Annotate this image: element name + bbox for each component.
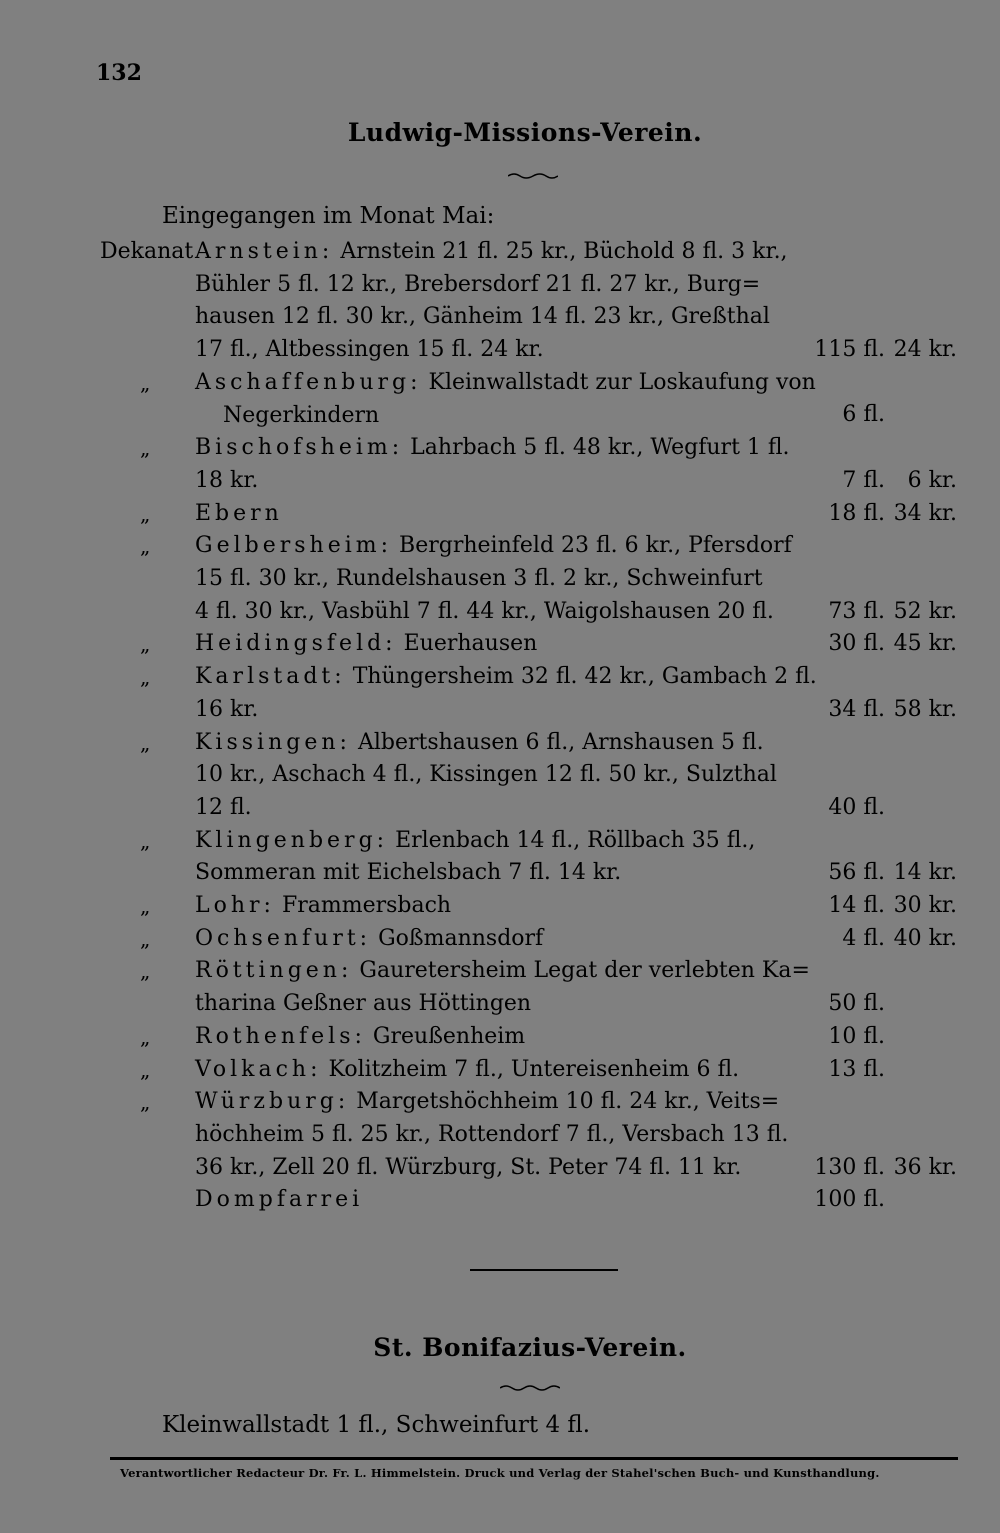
donation-text: 10 kr., Aschach 4 fl., Kissingen 12 fl. 50 kr., Sulzthal [195, 762, 777, 788]
ditto-mark: „ [140, 632, 151, 657]
donation-text: Sommeran mit Eichelsbach 7 fl. 14 kr. [195, 860, 622, 886]
total-kreuzer: 24 kr. [893, 337, 957, 363]
donation-entry [0, 530, 1000, 628]
total-kreuzer: 40 kr. [893, 925, 957, 951]
donation-entry [0, 1184, 1000, 1217]
donation-entry [0, 727, 1000, 825]
donation-text: 15 fl. 30 kr., Rundelshausen 3 fl. 2 kr., Schweinfurt [195, 566, 763, 591]
total-gulden: 34 fl. [828, 696, 885, 722]
entry-line [195, 694, 807, 727]
donation-text: Greußenheim [372, 1023, 526, 1049]
deanery-name: Ebern [195, 500, 283, 526]
donation-text: 18 kr. [195, 467, 259, 493]
donation-text: Arnstein 21 fl. 25 kr., Büchold 8 fl. 3 kr., [340, 239, 788, 264]
entry-line [195, 727, 807, 760]
ditto-mark: „ [140, 926, 151, 951]
deanery-name: Heidingsfeld: [195, 631, 397, 657]
total-gulden: 14 fl. [828, 893, 885, 918]
ditto-mark: „ [140, 730, 151, 755]
entry-line [195, 1086, 807, 1119]
wave-ornament [500, 1384, 560, 1392]
donation-text: Margetshöchheim 10 fl. 24 kr., Veits= [356, 1089, 780, 1115]
ditto-mark: „ [140, 1057, 151, 1082]
deanery-name: Volkach: [195, 1056, 322, 1082]
page-number: 132 [96, 60, 142, 86]
entry-total [805, 792, 957, 825]
donation-text: Albertshausen 6 fl., Arnshausen 5 fl. [357, 729, 764, 755]
donation-text: tharina Geßner aus Höttingen [195, 991, 532, 1017]
deanery-name: Lohr: [195, 893, 275, 918]
entry-body [195, 1184, 807, 1217]
total-gulden: 115 fl. [814, 337, 885, 363]
ditto-mark: „ [140, 1024, 151, 1049]
entry-total [805, 1021, 957, 1054]
entry-line [195, 890, 807, 923]
ditto-mark: „ [140, 436, 151, 461]
total-kreuzer: 34 kr. [893, 500, 957, 526]
total-gulden: 30 fl. [828, 631, 885, 657]
donation-text: 16 kr. [195, 696, 259, 722]
entry-line [195, 498, 807, 531]
donation-text: Euerhausen [403, 631, 538, 657]
entry-line [195, 661, 817, 694]
donation-entry [0, 955, 1000, 1020]
donation-text: Bergrheinfeld 23 fl. 6 kr., Pfersdorf [399, 533, 792, 559]
total-gulden: 18 fl. [828, 500, 885, 526]
entry-line [195, 857, 807, 890]
total-kreuzer: 30 kr. [893, 893, 957, 918]
entry-body [195, 498, 807, 531]
donation-text: Frammersbach [281, 893, 452, 918]
entry-line [195, 988, 807, 1021]
deanery-name: Gelbersheim: [195, 533, 393, 559]
imprint-footer: Verantwortlicher Redacteur Dr. Fr. L. Himmelstein. Druck und Verlag der Stahel'schen Buch- und Kunsthandlung. [120, 1466, 880, 1480]
ditto-mark: „ [140, 370, 151, 395]
entry-line [195, 1021, 807, 1054]
entry-total [805, 498, 957, 531]
bonifazius-donations: Kleinwallstadt 1 fl., Schweinfurt 4 fl. [162, 1412, 591, 1438]
deanery-name: Aschaffenburg: [195, 369, 422, 395]
section-title-ludwig-missions-verein: Ludwig-Missions-Verein. [347, 118, 703, 147]
donation-entry [0, 825, 1000, 890]
deanery-name: Bischofsheim: [195, 435, 404, 461]
donation-entry [0, 432, 1000, 497]
entry-body [195, 825, 807, 890]
entry-line [195, 825, 807, 858]
total-kreuzer: 58 kr. [893, 696, 957, 722]
entry-total [805, 1152, 957, 1185]
donation-entry [0, 628, 1000, 661]
ditto-mark: „ [140, 534, 151, 559]
entry-line [195, 400, 807, 433]
entry-total [805, 334, 957, 367]
entry-line [195, 367, 816, 400]
total-kreuzer: 14 kr. [893, 860, 957, 886]
total-gulden: 130 fl. [814, 1154, 885, 1180]
ditto-mark: „ [140, 894, 151, 918]
donation-text: hausen 12 fl. 30 kr., Gänheim 14 fl. 23 kr., Greßthal [195, 304, 770, 330]
footer-rule [110, 1457, 958, 1460]
ditto-mark: „ [140, 501, 151, 526]
entry-body [195, 236, 807, 367]
deanery-name: Würzburg: [195, 1089, 350, 1115]
donation-text: höchheim 5 fl. 25 kr., Rottendorf 7 fl., Versbach 13 fl. [195, 1121, 789, 1147]
donation-entry [0, 236, 1000, 367]
entry-line [195, 759, 807, 792]
entry-total [805, 694, 957, 727]
entry-total [805, 988, 957, 1021]
total-gulden: 7 fl. [842, 467, 885, 493]
total-gulden: 4 fl. [842, 925, 885, 951]
donation-text: Gauretersheim Legat der verlebten Ka= [359, 958, 810, 984]
entry-line [195, 465, 807, 498]
entry-line [195, 301, 807, 334]
entry-body [195, 432, 807, 497]
donation-text: Negerkindern [223, 402, 380, 428]
entry-line [195, 792, 807, 825]
donation-entry [0, 1086, 1000, 1184]
entry-line [195, 334, 807, 367]
donation-text: 36 kr., Zell 20 fl. Würzburg, St. Peter 74 fl. 11 kr. [195, 1154, 742, 1180]
intro-line: Eingegangen im Monat Mai: [162, 203, 495, 229]
total-gulden: 10 fl. [828, 1023, 885, 1049]
donation-text: Thüngersheim 32 fl. 42 kr., Gambach 2 fl. [352, 664, 817, 690]
entry-body [195, 1086, 807, 1184]
donation-entry [0, 923, 1000, 956]
entry-body [195, 661, 817, 726]
entry-line [195, 1184, 807, 1217]
total-kreuzer: 36 kr. [893, 1154, 957, 1180]
entry-total [805, 399, 957, 432]
entry-line [195, 530, 807, 563]
donation-entry [0, 1021, 1000, 1054]
entry-body [195, 955, 810, 1020]
entry-body [195, 923, 807, 956]
entry-body [195, 890, 807, 923]
total-gulden: 13 fl. [828, 1056, 885, 1082]
entry-total [805, 1184, 957, 1217]
deanery-name: Klingenberg: [195, 827, 389, 853]
donation-entry [0, 1054, 1000, 1087]
donation-text: Kleinwallstadt zur Loskaufung von [428, 369, 816, 395]
total-kreuzer: 6 kr. [907, 467, 957, 493]
total-gulden: 73 fl. [828, 598, 885, 624]
donation-text: Kolitzheim 7 fl., Untereisenheim 6 fl. [328, 1056, 740, 1082]
deanery-name: Kissingen: [195, 729, 351, 755]
entry-line [195, 1119, 807, 1152]
entry-body [195, 1021, 807, 1054]
donation-text: Erlenbach 14 fl., Röllbach 35 fl., [395, 827, 756, 853]
entry-prefix: Dekanat [100, 239, 194, 264]
entry-line [195, 563, 807, 596]
entry-line [195, 628, 807, 661]
deanery-name: Karlstadt: [195, 664, 346, 690]
donation-text: 4 fl. 30 kr., Vasbühl 7 fl. 44 kr., Waigolshausen 20 fl. [195, 598, 774, 624]
donation-entry [0, 498, 1000, 531]
entry-total [805, 923, 957, 956]
ditto-mark: „ [140, 959, 151, 984]
entry-line [195, 923, 807, 956]
ditto-mark: „ [140, 1090, 151, 1115]
total-kreuzer: 52 kr. [893, 598, 957, 624]
entry-line [195, 236, 807, 269]
deanery-name: Ochsenfurt: [195, 925, 372, 951]
section-title-st-bonifazius-verein: St. Bonifazius-Verein. [373, 1333, 687, 1362]
ditto-mark: „ [140, 665, 151, 690]
entry-line [195, 269, 807, 302]
donation-entry [0, 661, 1000, 726]
total-gulden: 6 fl. [842, 402, 885, 428]
entry-total [805, 890, 957, 923]
total-kreuzer: 45 kr. [893, 631, 957, 657]
entry-body [195, 727, 807, 825]
donation-text: Lahrbach 5 fl. 48 kr., Wegfurt 1 fl. [410, 435, 790, 461]
entry-total [805, 628, 957, 661]
wave-ornament [508, 172, 558, 180]
entry-line [195, 955, 810, 988]
donation-entry [0, 890, 1000, 923]
donation-text: 12 fl. [195, 794, 252, 820]
donation-text: Bühler 5 fl. 12 kr., Brebersdorf 21 fl. 27 kr., Burg= [195, 271, 761, 297]
entry-body [195, 628, 807, 661]
deanery-name: Rothenfels: [195, 1023, 366, 1049]
entry-line [195, 1152, 807, 1185]
entry-total [805, 1054, 957, 1087]
donation-text: Goßmannsdorf [378, 925, 544, 951]
ditto-mark: „ [140, 828, 151, 853]
entry-body [195, 530, 807, 628]
entry-body [195, 1054, 807, 1087]
deanery-name: Dompfarrei [195, 1187, 364, 1213]
total-gulden: 56 fl. [828, 860, 885, 886]
entry-total [805, 596, 957, 629]
donation-entry [0, 367, 1000, 432]
entry-line [195, 1054, 807, 1087]
deanery-name: Röttingen: [195, 958, 353, 984]
section-divider [470, 1269, 618, 1271]
total-gulden: 40 fl. [828, 794, 885, 820]
entry-total [805, 857, 957, 890]
donation-text: 17 fl., Altbessingen 15 fl. 24 kr. [195, 337, 544, 363]
entry-body [195, 367, 816, 432]
entry-line [195, 432, 807, 465]
entry-line [195, 596, 807, 629]
total-gulden: 50 fl. [828, 991, 885, 1017]
total-gulden: 100 fl. [814, 1187, 885, 1213]
deanery-name: Arnstein: [195, 239, 334, 264]
entry-total [805, 465, 957, 498]
